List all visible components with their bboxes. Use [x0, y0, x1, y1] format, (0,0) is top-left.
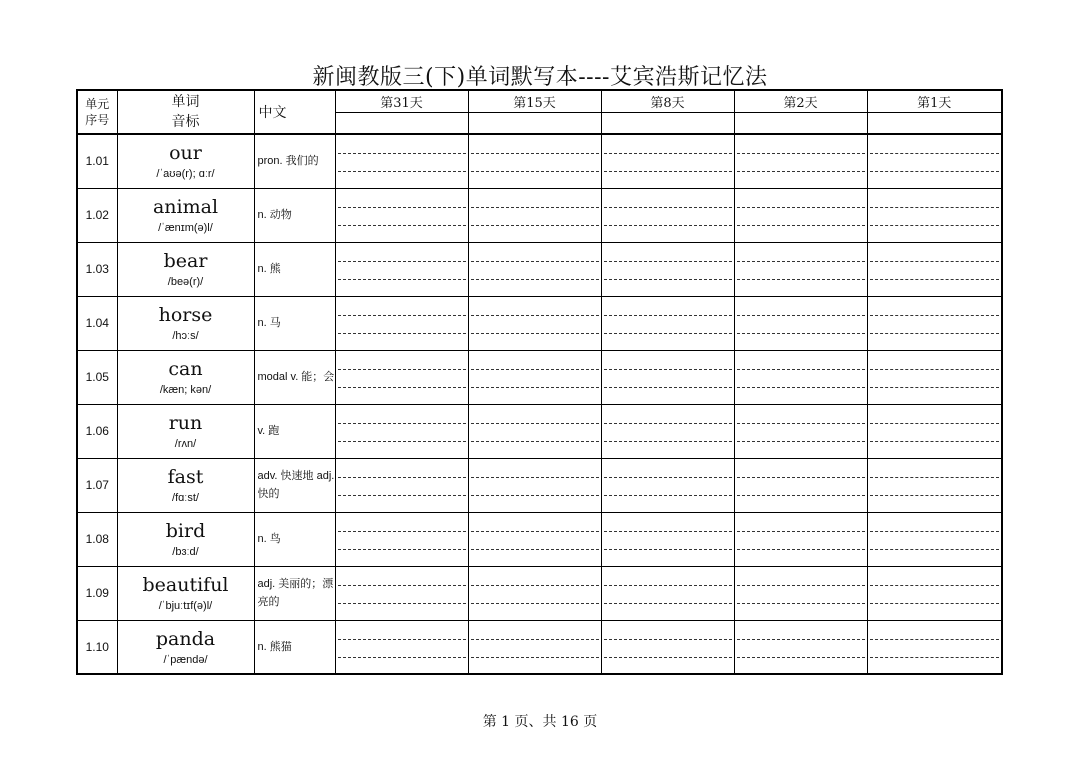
writing-line — [604, 531, 732, 532]
writing-line — [471, 171, 599, 172]
dictation-cell[interactable] — [468, 620, 601, 674]
chinese-meaning: n. 鸟 — [254, 512, 335, 566]
writing-line — [471, 585, 599, 586]
unit-header-line1: 单元 — [85, 97, 110, 111]
phonetic: /rʌn/ — [174, 438, 197, 450]
day-header: 第15天 — [468, 90, 601, 112]
writing-line — [471, 495, 599, 496]
page-footer: 第 1 页、共 16 页 — [482, 714, 598, 730]
writing-line — [870, 495, 1000, 496]
english-word: beautiful — [142, 574, 229, 596]
writing-line — [737, 477, 865, 478]
chinese-meaning: n. 动物 — [254, 188, 335, 242]
unit-number: 1.09 — [77, 566, 117, 620]
table-row — [77, 512, 1002, 566]
writing-line — [471, 261, 599, 262]
phonetic: /ˈbjuːtɪf(ə)l/ — [158, 600, 213, 612]
english-word: run — [168, 412, 203, 434]
dictation-cell[interactable] — [335, 296, 468, 350]
dictation-cell[interactable] — [867, 188, 1002, 242]
writing-line — [471, 531, 599, 532]
dictation-cell[interactable] — [734, 242, 867, 296]
word-cell — [117, 458, 254, 512]
dictation-cell[interactable] — [867, 512, 1002, 566]
dictation-cell[interactable] — [601, 458, 734, 512]
writing-line — [737, 441, 865, 442]
writing-line — [604, 387, 732, 388]
phonetic: /hɔːs/ — [172, 330, 199, 342]
table-body — [77, 134, 1002, 674]
phonetic: /bɜːd/ — [172, 546, 199, 558]
dictation-cell[interactable] — [468, 458, 601, 512]
writing-line — [338, 369, 466, 370]
writing-line — [604, 549, 732, 550]
writing-line — [471, 657, 599, 658]
writing-line — [870, 423, 1000, 424]
writing-line — [338, 549, 466, 550]
writing-line — [338, 603, 466, 604]
unit-number: 1.08 — [77, 512, 117, 566]
writing-line — [471, 549, 599, 550]
writing-line — [338, 639, 466, 640]
table-row — [77, 566, 1002, 620]
dictation-cell[interactable] — [734, 188, 867, 242]
dictation-cell[interactable] — [468, 296, 601, 350]
writing-line — [604, 315, 732, 316]
writing-line — [471, 639, 599, 640]
writing-line — [737, 369, 865, 370]
page-title: 新闽教版三(下)单词默写本----艾宾浩斯记忆法 — [312, 65, 768, 90]
writing-line — [604, 603, 732, 604]
word-cell — [117, 620, 254, 674]
writing-line — [604, 441, 732, 442]
phonetic: /beə(r)/ — [167, 276, 204, 288]
dictation-cell[interactable] — [601, 512, 734, 566]
writing-line — [870, 279, 1000, 280]
writing-line — [737, 585, 865, 586]
word-cell — [117, 404, 254, 458]
word-cell — [117, 566, 254, 620]
english-word: fast — [167, 466, 204, 488]
dictation-cell[interactable] — [468, 242, 601, 296]
dictation-cell[interactable] — [734, 458, 867, 512]
day-header: 第31天 — [335, 90, 468, 112]
writing-line — [471, 603, 599, 604]
writing-line — [737, 153, 865, 154]
english-word: bear — [163, 250, 208, 272]
writing-line — [870, 531, 1000, 532]
dictation-cell[interactable] — [734, 620, 867, 674]
chinese-meaning: modal v. 能；会 — [254, 350, 335, 404]
unit-header-line2: 序号 — [85, 113, 110, 127]
writing-line — [870, 207, 1000, 208]
table-row — [77, 134, 1002, 188]
table-row — [77, 620, 1002, 674]
writing-line — [870, 657, 1000, 658]
dictation-cell[interactable] — [734, 296, 867, 350]
writing-line — [870, 261, 1000, 262]
english-word: can — [168, 358, 203, 380]
dictation-cell[interactable] — [867, 404, 1002, 458]
dictation-cell[interactable] — [867, 566, 1002, 620]
chinese-meaning: n. 熊 — [254, 242, 335, 296]
dictation-cell[interactable] — [734, 566, 867, 620]
writing-line — [604, 333, 732, 334]
unit-number: 1.04 — [77, 296, 117, 350]
dictation-cell[interactable] — [867, 296, 1002, 350]
writing-line — [870, 333, 1000, 334]
writing-line — [604, 585, 732, 586]
writing-line — [471, 279, 599, 280]
writing-line — [870, 387, 1000, 388]
dictation-cell[interactable] — [468, 134, 601, 188]
dictation-cell[interactable] — [335, 620, 468, 674]
writing-line — [471, 333, 599, 334]
dictation-cell[interactable] — [335, 134, 468, 188]
writing-line — [737, 495, 865, 496]
writing-line — [471, 153, 599, 154]
writing-line — [737, 207, 865, 208]
writing-line — [870, 153, 1000, 154]
writing-line — [870, 477, 1000, 478]
dictation-cell[interactable] — [601, 620, 734, 674]
word-phonetic-header — [117, 90, 254, 134]
writing-line — [338, 315, 466, 316]
unit-number: 1.02 — [77, 188, 117, 242]
chinese-meaning: v. 跑 — [254, 404, 335, 458]
table-row — [77, 350, 1002, 404]
writing-line — [604, 495, 732, 496]
writing-line — [870, 369, 1000, 370]
unit-number: 1.10 — [77, 620, 117, 674]
dictation-cell[interactable] — [867, 458, 1002, 512]
writing-line — [604, 369, 732, 370]
word-header-line2: 音标 — [171, 114, 200, 130]
writing-line — [338, 333, 466, 334]
writing-line — [338, 225, 466, 226]
word-cell — [117, 242, 254, 296]
day-subheader-blank — [335, 112, 468, 134]
dictation-cell[interactable] — [867, 620, 1002, 674]
chinese-meaning: n. 熊猫 — [254, 620, 335, 674]
dictation-cell[interactable] — [734, 350, 867, 404]
writing-line — [604, 639, 732, 640]
writing-line — [870, 225, 1000, 226]
dictation-cell[interactable] — [601, 242, 734, 296]
phonetic: /ˈaʊə(r); ɑːr/ — [156, 168, 215, 181]
unit-number-header — [77, 90, 117, 134]
writing-line — [471, 207, 599, 208]
writing-line — [338, 657, 466, 658]
writing-line — [870, 171, 1000, 172]
writing-line — [338, 171, 466, 172]
chinese-header: 中文 — [254, 90, 335, 134]
writing-line — [737, 657, 865, 658]
day-subheader-blank — [734, 112, 867, 134]
dictation-cell[interactable] — [734, 404, 867, 458]
writing-line — [338, 153, 466, 154]
writing-line — [870, 315, 1000, 316]
day-subheader-blank — [867, 112, 1002, 134]
chinese-meaning: n. 马 — [254, 296, 335, 350]
word-header-line1: 单词 — [171, 94, 200, 110]
writing-line — [737, 603, 865, 604]
chinese-meaning: adj. 美丽的；漂亮的 — [254, 566, 335, 620]
writing-line — [737, 423, 865, 424]
writing-line — [338, 279, 466, 280]
table-row — [77, 458, 1002, 512]
writing-line — [737, 639, 865, 640]
english-word: panda — [155, 627, 216, 650]
table-row — [77, 188, 1002, 242]
dictation-cell[interactable] — [468, 566, 601, 620]
writing-line — [604, 153, 732, 154]
unit-number: 1.01 — [77, 134, 117, 188]
dictation-cell[interactable] — [335, 350, 468, 404]
writing-line — [737, 279, 865, 280]
dictation-cell[interactable] — [335, 188, 468, 242]
writing-line — [737, 315, 865, 316]
writing-line — [471, 387, 599, 388]
word-cell — [117, 512, 254, 566]
dictation-cell[interactable] — [867, 242, 1002, 296]
dictation-cell[interactable] — [601, 350, 734, 404]
writing-line — [870, 441, 1000, 442]
dictation-cell[interactable] — [734, 512, 867, 566]
chinese-meaning: pron. 我们的 — [254, 134, 335, 188]
writing-line — [604, 261, 732, 262]
dictation-cell[interactable] — [601, 296, 734, 350]
dictation-cell[interactable] — [601, 404, 734, 458]
english-word: horse — [158, 304, 213, 326]
writing-line — [471, 369, 599, 370]
writing-line — [604, 657, 732, 658]
dictation-cell[interactable] — [335, 512, 468, 566]
writing-line — [737, 225, 865, 226]
dictation-cell[interactable] — [867, 134, 1002, 188]
dictation-cell[interactable] — [335, 404, 468, 458]
unit-number: 1.07 — [77, 458, 117, 512]
writing-line — [338, 531, 466, 532]
table-header — [77, 90, 1002, 134]
writing-line — [604, 477, 732, 478]
english-word: animal — [152, 196, 219, 218]
dictation-cell[interactable] — [468, 350, 601, 404]
day-header: 第1天 — [867, 90, 1002, 112]
unit-number: 1.05 — [77, 350, 117, 404]
day-subheader-blank — [601, 112, 734, 134]
unit-number: 1.03 — [77, 242, 117, 296]
writing-line — [737, 171, 865, 172]
word-cell — [117, 296, 254, 350]
writing-line — [737, 549, 865, 550]
writing-line — [471, 225, 599, 226]
writing-line — [471, 441, 599, 442]
phonetic: /ˈpændə/ — [163, 653, 208, 666]
writing-line — [604, 279, 732, 280]
writing-line — [737, 387, 865, 388]
day-header: 第2天 — [734, 90, 867, 112]
writing-line — [338, 261, 466, 262]
writing-line — [604, 207, 732, 208]
writing-line — [870, 585, 1000, 586]
dictation-cell[interactable] — [468, 188, 601, 242]
word-cell — [117, 350, 254, 404]
writing-line — [737, 333, 865, 334]
phonetic: /kæn; kən/ — [159, 384, 212, 396]
writing-line — [604, 171, 732, 172]
writing-line — [338, 495, 466, 496]
word-cell — [117, 134, 254, 188]
table-row — [77, 242, 1002, 296]
dictation-cell[interactable] — [734, 134, 867, 188]
writing-line — [338, 423, 466, 424]
chinese-meaning: adv. 快速地 adj. 快的 — [254, 458, 335, 512]
phonetic: /ˈænɪm(ə)l/ — [158, 222, 213, 234]
day-subheader-blank — [468, 112, 601, 134]
day-header: 第8天 — [601, 90, 734, 112]
english-word: our — [169, 142, 202, 165]
writing-line — [471, 423, 599, 424]
writing-line — [338, 387, 466, 388]
writing-line — [870, 603, 1000, 604]
dictation-cell[interactable] — [601, 566, 734, 620]
writing-line — [737, 261, 865, 262]
dictation-cell[interactable] — [468, 512, 601, 566]
word-cell — [117, 188, 254, 242]
dictation-cell[interactable] — [867, 350, 1002, 404]
dictation-cell[interactable] — [601, 188, 734, 242]
writing-line — [338, 441, 466, 442]
dictation-cell[interactable] — [335, 242, 468, 296]
writing-line — [338, 585, 466, 586]
writing-line — [604, 423, 732, 424]
writing-line — [604, 225, 732, 226]
phonetic: /fɑːst/ — [172, 492, 199, 504]
word-table — [76, 89, 1003, 675]
writing-line — [338, 477, 466, 478]
dictation-cell[interactable] — [335, 566, 468, 620]
english-word: bird — [165, 520, 206, 542]
unit-number: 1.06 — [77, 404, 117, 458]
writing-line — [737, 531, 865, 532]
table-row — [77, 404, 1002, 458]
writing-line — [338, 207, 466, 208]
dictation-cell[interactable] — [601, 134, 734, 188]
writing-line — [870, 549, 1000, 550]
table-row — [77, 296, 1002, 350]
writing-line — [870, 639, 1000, 640]
writing-line — [471, 477, 599, 478]
writing-line — [471, 315, 599, 316]
dictation-cell[interactable] — [335, 458, 468, 512]
dictation-cell[interactable] — [468, 404, 601, 458]
